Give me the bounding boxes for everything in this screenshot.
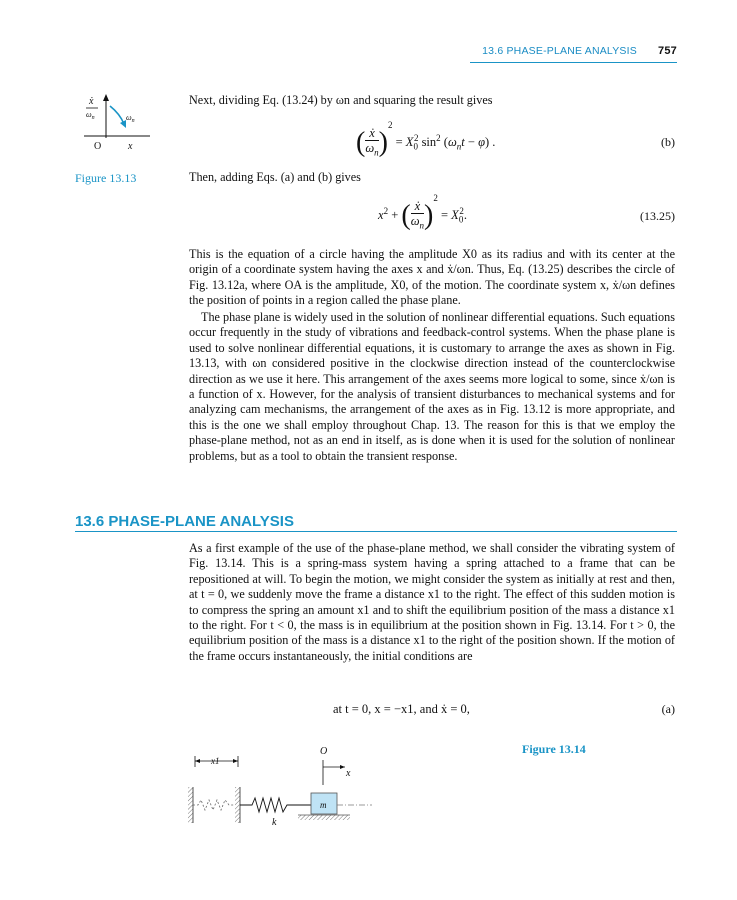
initial-wall-hatch — [188, 787, 193, 823]
section-heading: 13.6 PHASE-PLANE ANALYSIS — [75, 513, 294, 530]
figure-13-14-caption: Figure 13.14 — [522, 742, 586, 756]
equation-b: ( $\frac{\text{ẋ}}{\omega_n}$ )$^2 = X_0^2$ $\sin^2 (\omega_nt - \varphi)$ . — [356, 120, 496, 159]
x-direction-label: x — [346, 768, 351, 779]
clockwise-arrow — [110, 106, 124, 124]
running-head — [482, 45, 677, 57]
section-rule — [75, 531, 677, 532]
origin-O-label: O — [320, 746, 328, 757]
equation-13-25: $x^2$ + ( $\frac{\text{ẋ}}{\omega_n}$ )$^2 = X_0^2$. — [378, 193, 467, 232]
fig1313-omega-label: $\omega_n$ — [126, 113, 135, 124]
paragraph-5: As a first example of the use of the phase-plane method, we shall consider the vibrating system of Fig. 13.14. This is a spring-mass system having a spring attached to a frame that can be repositioned at will. To begin the motion, we might consider the system as initially at rest and then, at t = 0, we suddenly move the frame a distance x1 to the right. The effect of this sudden motion is to compress the spring an amount x1 and to shift the equilibrium position of the mass a distance x1 to the right. For t < 0, the mass is in equilibrium at the position shown in Fig. 13.14. For t > 0, the equilibrium position of the mass is a distance x1 to the right of the position shown. If the motion of the frame occurs instantaneously, the initial conditions are — [189, 541, 675, 663]
initial-spring-dashed — [193, 800, 235, 810]
mass-m-label: m — [320, 800, 327, 810]
paragraph-4: The phase plane is widely used in the solution of nonlinear differential equations. Such equations occur frequently in the study of vibrations and feedback-control systems. When the phase plane is used to solve nonlinear differential equations, it is customary to arrange the axes as shown in Fig. 13.13, with ωn considered positive in the clockwise direction instead of the counterclockwise direction as we use it here. This arrangement of the axes seems more logical to some, since ẋ/ωn is a function of x. However, for the analysis of transient disturbances to mechanical systems and for analyzing cam mechanisms, the arrangement of the axes as in Fig. 13.12 is more appropriate, and this is the one we shall employ throughout Chap. 13. The reason for this is that we employ the phase-plane method, not as an end in itself, as is done when it is used for the solution of nonlinear problems, but as a tool to obtain the transient response. — [189, 310, 675, 463]
fig1313-x-label: x — [128, 141, 133, 152]
ground-hatch — [298, 815, 350, 820]
vertical-axis-arrow — [103, 94, 109, 101]
equation-13-25-number: (13.25) — [640, 209, 675, 223]
figure-13-13-caption: Figure 13.13 — [75, 171, 137, 185]
page-number: 757 — [658, 45, 677, 57]
omega-n-denominator: $\omega_n$ — [86, 110, 95, 121]
x1-label: x1 — [211, 756, 220, 766]
figure-13-13 — [80, 92, 160, 154]
figure-13-14 — [180, 745, 390, 830]
initial-conditions-number: (a) — [661, 702, 675, 716]
ydot-label: ẋ — [89, 96, 94, 107]
spring — [240, 798, 315, 812]
moved-wall-hatch — [235, 787, 240, 823]
running-head-section: 13.6 PHASE-PLANE ANALYSIS — [482, 45, 637, 57]
spring-k-label: k — [272, 817, 277, 828]
initial-conditions: at t = 0, x = −x1, and ẋ = 0, — [333, 702, 470, 716]
header-rule — [470, 62, 677, 63]
paragraph-1: Next, dividing Eq. (13.24) by ωn and squaring the result gives — [189, 93, 493, 107]
paragraph-3: This is the equation of a circle having the amplitude X0 as its radius and with its center at the origin of a coordinate system having the axes x and ẋ/ωn. Thus, Eq. (13.25) describes the circle of Fig. 13.12a, where OA is the amplitude, X0, of the motion. The coordinate system x, ẋ/ωn defines the position of points in a region called the phase plane. — [189, 247, 675, 308]
fig1313-origin-label: O — [94, 141, 102, 152]
paragraph-2: Then, adding Eqs. (a) and (b) gives — [189, 170, 361, 184]
equation-b-number: (b) — [661, 135, 675, 149]
